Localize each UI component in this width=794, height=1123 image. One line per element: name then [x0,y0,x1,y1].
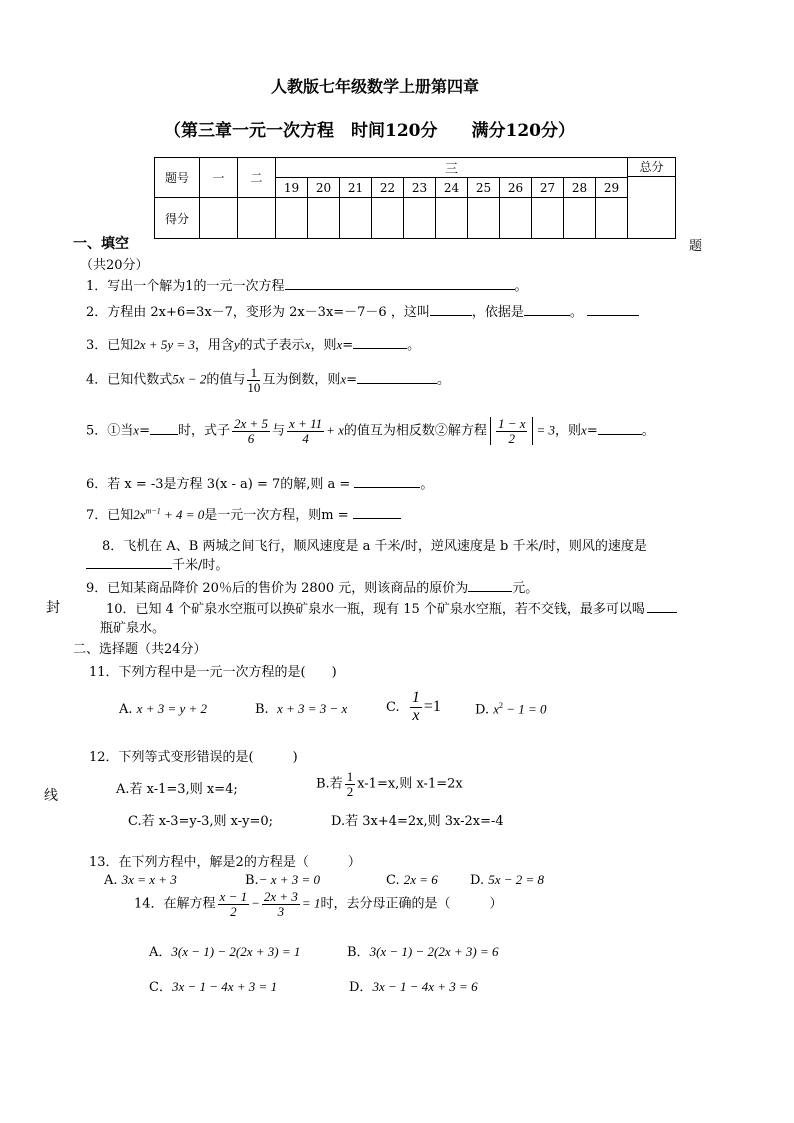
option-13-b[interactable] [245,872,320,888]
option-label: D． [349,980,373,995]
question-10 [106,598,677,617]
question-number-cell: 26 [500,178,532,198]
answer-blank[interactable] [150,422,178,435]
fraction [496,417,528,445]
header-tihao: 题号 [155,158,200,198]
header-total-label: 总分 [628,158,675,177]
question-number-cell: 29 [596,178,628,198]
option-14-c[interactable] [149,976,277,995]
numerator: x + 11 [289,416,323,431]
option-label: D. [470,873,485,888]
equation: 5x − 2 = 8 [488,872,545,887]
option-label: A. [104,873,118,888]
expression: 2x [133,507,146,522]
equals-sign: = [139,423,150,439]
question-1-end: 。 [514,279,528,294]
seal-mark-xian: 线 [44,788,58,804]
question-2-text: 2．方程由 2x+6=3x－7，变形为 2x－3x=－7－6 ，这叫 [86,305,430,320]
fraction [410,690,422,725]
exponent: 2 [499,701,504,710]
expression: + x [326,422,344,438]
option-11-c[interactable] [386,690,441,725]
section-1-heading-tail: 题 [689,239,703,254]
question-3-mid2: 的式子表示 [239,338,305,353]
page-title: 人教版七年级数学上册第四章 [271,77,480,96]
question-5-pre: 5．①当 [86,423,134,439]
equation: 3(x − 1) − 2(2x + 3) = 6 [369,944,499,959]
question-5-end: 。 [641,423,655,439]
equation: 3x − 1 − 4x + 3 = 1 [171,979,278,994]
score-cell[interactable] [200,198,238,239]
variable: x [336,337,343,352]
numerator: 2x + 5 [233,416,269,431]
question-number-cell: 22 [372,178,404,198]
fraction [247,366,260,394]
question-7-mid: 是一元一次方程，则m = [204,508,349,523]
numerator: 1 [411,689,420,706]
option-label: D. [475,702,490,718]
question-5-mid: 时，式子 [177,423,230,439]
answer-blank[interactable] [587,303,639,316]
fraction [287,417,324,445]
score-cell[interactable] [500,198,532,239]
expression: 5x − 2 [172,371,207,387]
option-label: A. [119,702,133,717]
score-cell[interactable] [308,198,340,239]
question-3 [86,334,420,353]
question-number-cell: 19 [276,178,308,198]
denominator: x [412,706,420,724]
question-1 [86,275,528,294]
variable: x [133,422,140,438]
section-2-heading: 二、选择题（共24分） [73,642,207,657]
question-9-end: 元。 [512,581,539,596]
answer-blank[interactable] [357,371,437,384]
answer-blank[interactable] [353,336,407,349]
numerator: 1 − x [497,416,526,431]
answer-blank[interactable] [86,556,172,569]
section-1-score: （共20分） [80,258,149,273]
question-13: 13．在下列方程中，解是2的方程是（ ） [89,855,361,870]
question-6-end: 。 [420,477,434,492]
question-6-text: 6．若 x = -3是方程 3(x - a) = 7的解,则 a = [86,477,351,492]
expression: = 3 [536,422,556,438]
question-4-end: 。 [437,372,451,388]
option-13-c[interactable] [386,872,438,888]
equation: − 1 = 0 [503,701,547,717]
variable: x [340,371,347,387]
option-14-a[interactable] [149,941,300,960]
section-1-heading: 一、填空 [73,236,129,252]
equation: x + 3 = 3 − x [276,701,348,716]
option-14-b[interactable] [347,941,499,960]
question-1-text: 1．写出一个解为1的一元一次方程 [86,279,285,294]
option-label: B． [347,945,370,960]
variable: y [233,337,240,352]
score-cell[interactable] [468,198,500,239]
question-6 [86,473,433,492]
question-8-unit: 千米/时。 [172,558,229,573]
option-11-d[interactable] [475,701,547,717]
score-cell[interactable] [238,198,276,239]
question-4-mid: 的值与 [206,372,246,388]
question-number-cell: 28 [564,178,596,198]
question-5-yu: 与 [272,423,286,439]
question-10-line2: 瓶矿泉水。 [100,621,166,636]
equation: 3x − 1 − 4x + 3 = 6 [372,979,478,994]
fraction [218,890,250,918]
question-8: 8．飞机在 A、B 两城之间飞行，顺风速度是 a 千米/时，逆风速度是 b 千米/时，则风的速度是 [102,539,647,554]
denominator: 2 [230,903,237,919]
equals-sign: = [342,338,354,353]
page-subtitle: （第三章一元一次方程 时间120分 满分120分） [164,121,575,141]
equation: x [493,701,500,717]
option-label: B. [245,873,259,888]
score-cell[interactable] [276,198,308,239]
answer-blank[interactable] [353,506,401,519]
question-2-end: 。 [569,305,583,320]
question-number-cell: 23 [404,178,436,198]
question-8-line2 [86,554,228,573]
question-7-pre: 7．已知 [86,508,134,523]
fraction [345,770,356,798]
question-number-cell: 24 [436,178,468,198]
equation: 3x = x + 3 [121,872,177,887]
question-2 [86,301,639,320]
answer-blank[interactable] [354,475,420,488]
equals-sign: = [346,372,358,388]
question-number-cell: 25 [468,178,500,198]
question-14-post: 时，去分母正确的是（ ） [320,896,503,912]
question-number-cell: 27 [532,178,564,198]
score-cell[interactable] [596,198,628,239]
header-defen: 得分 [155,198,200,239]
header-section-1: 一 [200,158,238,198]
variable: x [581,422,587,438]
numerator: x − 1 [219,889,248,904]
score-cell[interactable] [340,198,372,239]
question-3-tail: ，则 [310,338,337,353]
option-11-b[interactable] [255,701,347,717]
option-12-d[interactable]: D.若 3x+4=2x,则 3x-2x=-4 [331,814,504,829]
minus-sign: − [251,895,260,911]
question-14-pre: 14．在解方程 [134,896,216,912]
option-label: B. [255,702,269,717]
answer-blank[interactable] [430,303,472,316]
equation: 2x = 6 [403,872,438,887]
absolute-value [490,417,534,445]
equation: − x + 3 = 0 [258,872,321,887]
denominator: 3 [277,903,285,919]
option-label: C. [386,699,400,715]
answer-blank[interactable] [598,422,642,435]
question-number-cell: 20 [308,178,340,198]
denominator: 2 [346,783,354,799]
question-9 [86,577,538,596]
question-3-pre: 3．已知 [86,338,134,353]
equation: 2x + 5y = 3 [133,337,195,352]
variable: x [304,337,311,352]
option-13-d[interactable] [470,872,544,888]
option-12-b[interactable] [316,770,463,798]
question-2-mid: ，依据是 [471,305,524,320]
header-total [628,158,676,239]
option-text: x-1=x,则 x-1=2x [357,776,463,792]
question-4-pre: 4．已知代数式 [86,372,173,388]
question-5-mid2: 的值互为相反数②解方程 [343,423,487,439]
question-11: 11．下列方程中是一元一次方程的是( ) [89,665,337,680]
denominator: 4 [302,430,309,446]
answer-blank[interactable] [647,600,677,613]
question-3-end: 。 [407,338,421,353]
option-label: C. [386,873,400,888]
score-cell[interactable] [372,198,404,239]
question-14 [134,890,502,918]
score-cell[interactable] [404,198,436,239]
question-10-text: 10．已知 4 个矿泉水空瓶可以换矿泉水一瓶，现有 15 个矿泉水空瓶，若不交钱，最多可以喝 [106,602,645,617]
fraction [232,417,270,445]
numerator: 1 [346,769,354,784]
question-9-text: 9．已知某商品降价 20％后的售价为 2800 元，则该商品的原价为 [86,581,469,596]
expression: + 4 = 0 [160,507,205,522]
option-11-a[interactable] [119,701,207,717]
seal-mark-feng: 封 [46,600,60,616]
answer-blank[interactable] [285,277,515,290]
question-4-mid2: 互为倒数，则 [262,372,341,388]
question-3-mid: ，用含 [194,338,234,353]
equals-sign: = [586,423,598,439]
question-7 [86,504,401,523]
numerator: 2x + 3 [263,889,298,904]
header-section-2: 二 [238,158,276,198]
answer-blank[interactable] [468,579,512,592]
score-cell[interactable] [564,198,596,239]
numerator: 1 [247,366,260,381]
question-5 [86,417,655,445]
score-table [154,157,676,239]
option-13-a[interactable] [104,872,177,888]
fraction [262,890,300,918]
option-12-a[interactable]: A.若 x-1=3,则 x=4; [116,782,238,797]
denominator: 6 [247,430,255,446]
answer-blank[interactable] [524,303,570,316]
score-cell[interactable] [436,198,468,239]
question-5-tail: ，则 [555,423,582,439]
option-12-c[interactable]: C.若 x-3=y-3,则 x-y=0; [128,814,274,829]
exponent: m−1 [145,506,161,516]
question-number-cell: 21 [340,178,372,198]
equation: 3(x − 1) − 2(2x + 3) = 1 [171,944,301,959]
question-4 [86,366,450,394]
equation: = 1 [301,895,321,911]
denominator: 2 [508,430,515,446]
header-section-3: 三 [276,158,628,178]
option-label: A． [149,945,172,960]
equation: =1 [423,697,441,715]
score-cell[interactable] [532,198,564,239]
denominator: 10 [247,379,261,395]
question-12: 12．下列等式变形错误的是( ) [89,750,298,765]
equation: x + 3 = y + 2 [136,701,208,716]
option-label: C． [149,980,172,995]
option-text: B.若 [316,776,343,792]
option-14-d[interactable] [349,976,478,995]
